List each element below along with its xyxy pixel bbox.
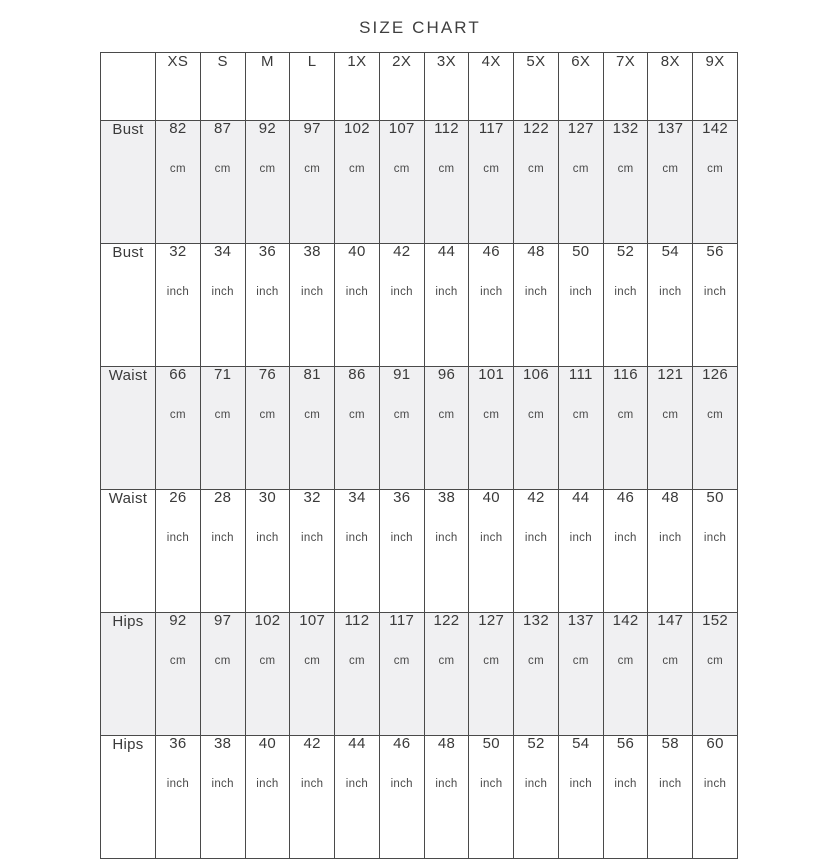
size-chart-table-wrapper bbox=[100, 52, 737, 859]
measurement-value: 116 bbox=[613, 366, 638, 383]
measurement-unit: cm bbox=[438, 162, 455, 175]
measurement-cell bbox=[335, 367, 380, 490]
measurement-value: 91 bbox=[393, 366, 411, 383]
measurement-value: 127 bbox=[478, 612, 505, 629]
measurement-unit: cm bbox=[169, 162, 186, 175]
measurement-value: 54 bbox=[572, 735, 590, 752]
measurement-cell bbox=[603, 613, 648, 736]
measurement-value: 42 bbox=[527, 489, 545, 506]
measurement-unit: cm bbox=[214, 162, 231, 175]
measurement-unit: cm bbox=[214, 654, 231, 667]
measurement-value: 117 bbox=[478, 120, 504, 137]
measurement-value: 127 bbox=[567, 120, 594, 137]
column-header-9x: 9X bbox=[693, 53, 738, 121]
measurement-value: 46 bbox=[616, 489, 635, 506]
row-label-waist-inch: Waist bbox=[101, 490, 156, 613]
measurement-unit: cm bbox=[169, 654, 186, 667]
measurement-cell bbox=[693, 736, 738, 859]
measurement-value: 60 bbox=[706, 735, 724, 752]
measurement-unit: cm bbox=[348, 162, 365, 175]
column-header-l: L bbox=[290, 53, 335, 121]
measurement-value: 52 bbox=[616, 243, 635, 260]
measurement-value: 112 bbox=[434, 120, 459, 137]
size-chart-table bbox=[100, 52, 738, 859]
measurement-unit: inch bbox=[211, 285, 234, 298]
measurement-value: 58 bbox=[661, 735, 679, 752]
measurement-cell bbox=[290, 121, 335, 244]
measurement-value: 112 bbox=[344, 612, 370, 629]
measurement-unit: inch bbox=[345, 285, 369, 298]
measurement-cell bbox=[379, 367, 424, 490]
measurement-cell bbox=[379, 244, 424, 367]
measurement-value: 56 bbox=[616, 735, 635, 752]
measurement-value: 42 bbox=[393, 243, 411, 260]
measurement-value: 71 bbox=[214, 366, 232, 383]
measurement-value: 36 bbox=[393, 489, 411, 506]
table-row bbox=[101, 121, 738, 244]
measurement-cell bbox=[693, 613, 738, 736]
measurement-value: 28 bbox=[214, 489, 232, 506]
measurement-unit: inch bbox=[480, 777, 503, 790]
measurement-value: 126 bbox=[702, 366, 729, 383]
measurement-cell bbox=[558, 244, 603, 367]
row-label-waist-cm: Waist bbox=[101, 367, 156, 490]
measurement-value: 48 bbox=[527, 243, 545, 260]
measurement-unit: inch bbox=[569, 777, 592, 790]
measurement-cell bbox=[693, 244, 738, 367]
column-header-3x: 3X bbox=[424, 53, 469, 121]
measurement-value: 34 bbox=[348, 489, 366, 506]
measurement-cell bbox=[514, 244, 559, 367]
measurement-cell bbox=[514, 367, 559, 490]
measurement-cell bbox=[290, 736, 335, 859]
measurement-unit: inch bbox=[703, 777, 727, 790]
measurement-unit: inch bbox=[659, 531, 682, 544]
measurement-value: 122 bbox=[433, 612, 460, 629]
measurement-unit: cm bbox=[259, 408, 276, 421]
row-label-bust-cm: Bust bbox=[101, 121, 156, 244]
measurement-value: 40 bbox=[482, 489, 500, 506]
measurement-unit: cm bbox=[304, 654, 321, 667]
header-row bbox=[101, 53, 738, 121]
measurement-unit: cm bbox=[214, 408, 231, 421]
measurement-value: 137 bbox=[657, 120, 684, 137]
measurement-cell bbox=[335, 490, 380, 613]
measurement-unit: inch bbox=[435, 777, 458, 790]
measurement-unit: cm bbox=[393, 654, 410, 667]
measurement-cell bbox=[379, 613, 424, 736]
column-header-8x: 8X bbox=[648, 53, 693, 121]
measurement-cell bbox=[603, 121, 648, 244]
measurement-unit: cm bbox=[662, 654, 679, 667]
measurement-cell bbox=[156, 367, 201, 490]
measurement-value: 66 bbox=[169, 366, 187, 383]
table-row bbox=[101, 244, 738, 367]
measurement-cell bbox=[200, 613, 245, 736]
measurement-unit: inch bbox=[301, 285, 324, 298]
column-header-s: S bbox=[200, 53, 245, 121]
measurement-unit: inch bbox=[301, 777, 324, 790]
measurement-unit: cm bbox=[393, 162, 410, 175]
measurement-value: 52 bbox=[527, 735, 545, 752]
measurement-cell bbox=[290, 490, 335, 613]
measurement-cell bbox=[469, 367, 514, 490]
measurement-value: 142 bbox=[612, 612, 639, 629]
measurement-value: 48 bbox=[437, 735, 456, 752]
measurement-cell bbox=[469, 121, 514, 244]
measurement-unit: cm bbox=[528, 654, 544, 667]
measurement-unit: inch bbox=[211, 531, 234, 544]
table-row bbox=[101, 613, 738, 736]
measurement-unit: inch bbox=[345, 531, 369, 544]
measurement-cell bbox=[424, 613, 469, 736]
measurement-value: 46 bbox=[482, 243, 500, 260]
measurement-unit: inch bbox=[480, 531, 503, 544]
measurement-value: 44 bbox=[348, 735, 366, 752]
measurement-cell bbox=[290, 367, 335, 490]
measurement-unit: inch bbox=[390, 285, 413, 298]
measurement-cell bbox=[558, 121, 603, 244]
measurement-cell bbox=[290, 613, 335, 736]
measurement-value: 137 bbox=[567, 612, 594, 629]
measurement-cell bbox=[469, 244, 514, 367]
measurement-unit: inch bbox=[614, 285, 637, 298]
measurement-unit: cm bbox=[483, 654, 500, 667]
column-header-1x: 1X bbox=[335, 53, 380, 121]
measurement-unit: cm bbox=[707, 162, 724, 175]
measurement-unit: inch bbox=[390, 777, 413, 790]
measurement-value: 107 bbox=[299, 612, 326, 629]
measurement-unit: inch bbox=[390, 531, 413, 544]
table-header bbox=[101, 53, 738, 121]
measurement-unit: inch bbox=[166, 531, 190, 544]
measurement-unit: inch bbox=[524, 777, 548, 790]
measurement-value: 101 bbox=[478, 366, 505, 383]
row-label-hips-cm: Hips bbox=[101, 613, 156, 736]
measurement-cell bbox=[335, 736, 380, 859]
measurement-unit: cm bbox=[572, 408, 589, 421]
header-corner-cell bbox=[101, 53, 156, 121]
measurement-cell bbox=[245, 736, 290, 859]
measurement-unit: inch bbox=[256, 777, 279, 790]
measurement-value: 38 bbox=[437, 489, 456, 506]
measurement-cell bbox=[379, 121, 424, 244]
measurement-value: 97 bbox=[214, 612, 232, 629]
measurement-cell bbox=[245, 490, 290, 613]
measurement-unit: cm bbox=[438, 654, 455, 667]
measurement-unit: inch bbox=[166, 285, 190, 298]
measurement-value: 36 bbox=[169, 735, 187, 752]
measurement-unit: inch bbox=[301, 531, 324, 544]
measurement-value: 50 bbox=[706, 489, 724, 506]
measurement-value: 147 bbox=[657, 612, 684, 629]
measurement-cell bbox=[603, 367, 648, 490]
measurement-cell bbox=[558, 613, 603, 736]
measurement-unit: cm bbox=[662, 162, 679, 175]
measurement-unit: cm bbox=[483, 408, 500, 421]
measurement-cell bbox=[200, 244, 245, 367]
measurement-cell bbox=[603, 490, 648, 613]
measurement-unit: inch bbox=[659, 777, 682, 790]
measurement-cell bbox=[469, 736, 514, 859]
measurement-value: 96 bbox=[437, 366, 456, 383]
table-row bbox=[101, 736, 738, 859]
measurement-value: 50 bbox=[572, 243, 590, 260]
measurement-cell bbox=[648, 490, 693, 613]
measurement-value: 54 bbox=[661, 243, 679, 260]
measurement-value: 107 bbox=[388, 120, 415, 137]
measurement-cell bbox=[200, 367, 245, 490]
measurement-value: 117 bbox=[389, 612, 415, 629]
measurement-cell bbox=[424, 736, 469, 859]
measurement-cell bbox=[245, 244, 290, 367]
measurement-unit: inch bbox=[703, 285, 727, 298]
measurement-cell bbox=[156, 613, 201, 736]
measurement-value: 50 bbox=[482, 735, 500, 752]
measurement-value: 152 bbox=[702, 612, 729, 629]
row-label-hips-inch: Hips bbox=[101, 736, 156, 859]
measurement-value: 40 bbox=[258, 735, 277, 752]
measurement-unit: inch bbox=[524, 531, 548, 544]
measurement-value: 76 bbox=[258, 366, 277, 383]
measurement-value: 121 bbox=[657, 366, 684, 383]
measurement-cell bbox=[335, 613, 380, 736]
measurement-cell bbox=[648, 244, 693, 367]
column-header-4x: 4X bbox=[469, 53, 514, 121]
measurement-value: 111 bbox=[568, 366, 593, 383]
measurement-value: 34 bbox=[214, 243, 232, 260]
column-header-2x: 2X bbox=[379, 53, 424, 121]
measurement-unit: cm bbox=[348, 654, 365, 667]
measurement-cell bbox=[156, 490, 201, 613]
measurement-cell bbox=[514, 613, 559, 736]
measurement-cell bbox=[424, 244, 469, 367]
measurement-unit: inch bbox=[480, 285, 503, 298]
column-header-m: M bbox=[245, 53, 290, 121]
measurement-unit: inch bbox=[614, 777, 637, 790]
measurement-unit: inch bbox=[345, 777, 369, 790]
measurement-unit: cm bbox=[707, 654, 724, 667]
measurement-value: 86 bbox=[348, 366, 366, 383]
measurement-unit: cm bbox=[528, 408, 544, 421]
measurement-unit: inch bbox=[659, 285, 682, 298]
measurement-value: 32 bbox=[169, 243, 187, 260]
measurement-cell bbox=[335, 244, 380, 367]
measurement-unit: cm bbox=[572, 654, 589, 667]
measurement-unit: cm bbox=[393, 408, 410, 421]
table-row bbox=[101, 367, 738, 490]
measurement-unit: inch bbox=[703, 531, 727, 544]
measurement-cell bbox=[514, 121, 559, 244]
measurement-cell bbox=[648, 736, 693, 859]
measurement-cell bbox=[156, 736, 201, 859]
measurement-cell bbox=[558, 490, 603, 613]
measurement-cell bbox=[424, 121, 469, 244]
measurement-unit: cm bbox=[348, 408, 365, 421]
measurement-cell bbox=[558, 736, 603, 859]
row-label-bust-inch: Bust bbox=[101, 244, 156, 367]
measurement-value: 30 bbox=[258, 489, 277, 506]
measurement-unit: inch bbox=[524, 285, 548, 298]
measurement-cell bbox=[469, 613, 514, 736]
measurement-unit: cm bbox=[528, 162, 544, 175]
column-header-5x: 5X bbox=[514, 53, 559, 121]
measurement-cell bbox=[469, 490, 514, 613]
measurement-unit: inch bbox=[256, 285, 279, 298]
measurement-value: 26 bbox=[169, 489, 187, 506]
measurement-value: 132 bbox=[612, 120, 639, 137]
measurement-value: 38 bbox=[303, 243, 321, 260]
measurement-cell bbox=[290, 244, 335, 367]
measurement-value: 92 bbox=[169, 612, 187, 629]
measurement-value: 38 bbox=[214, 735, 232, 752]
measurement-value: 40 bbox=[348, 243, 366, 260]
measurement-unit: cm bbox=[617, 408, 634, 421]
measurement-cell bbox=[648, 367, 693, 490]
measurement-cell bbox=[424, 367, 469, 490]
measurement-cell bbox=[335, 121, 380, 244]
measurement-unit: inch bbox=[569, 285, 592, 298]
measurement-cell bbox=[693, 367, 738, 490]
measurement-unit: cm bbox=[259, 162, 276, 175]
measurement-cell bbox=[648, 613, 693, 736]
measurement-unit: inch bbox=[569, 531, 592, 544]
measurement-unit: cm bbox=[707, 408, 724, 421]
table-body bbox=[101, 121, 738, 859]
measurement-cell bbox=[558, 367, 603, 490]
column-header-6x: 6X bbox=[558, 53, 603, 121]
measurement-value: 44 bbox=[437, 243, 456, 260]
measurement-cell bbox=[514, 736, 559, 859]
measurement-unit: cm bbox=[304, 162, 321, 175]
measurement-cell bbox=[200, 490, 245, 613]
measurement-value: 56 bbox=[706, 243, 724, 260]
measurement-unit: cm bbox=[662, 408, 679, 421]
measurement-value: 42 bbox=[303, 735, 321, 752]
measurement-cell bbox=[200, 121, 245, 244]
measurement-unit: inch bbox=[166, 777, 190, 790]
measurement-value: 102 bbox=[254, 612, 281, 629]
measurement-cell bbox=[424, 490, 469, 613]
measurement-value: 48 bbox=[661, 489, 679, 506]
measurement-cell bbox=[648, 121, 693, 244]
measurement-value: 97 bbox=[303, 120, 321, 137]
measurement-cell bbox=[245, 121, 290, 244]
measurement-value: 132 bbox=[523, 612, 549, 629]
measurement-unit: cm bbox=[259, 654, 276, 667]
measurement-cell bbox=[379, 490, 424, 613]
column-header-xs: XS bbox=[156, 53, 201, 121]
column-header-7x: 7X bbox=[603, 53, 648, 121]
measurement-cell bbox=[693, 490, 738, 613]
measurement-value: 81 bbox=[303, 366, 321, 383]
measurement-value: 44 bbox=[572, 489, 590, 506]
measurement-unit: cm bbox=[572, 162, 589, 175]
measurement-cell bbox=[200, 736, 245, 859]
measurement-value: 142 bbox=[702, 120, 729, 137]
measurement-value: 92 bbox=[258, 120, 277, 137]
measurement-unit: cm bbox=[617, 654, 634, 667]
measurement-value: 87 bbox=[214, 120, 232, 137]
measurement-unit: cm bbox=[438, 408, 455, 421]
measurement-unit: cm bbox=[483, 162, 500, 175]
measurement-cell bbox=[156, 244, 201, 367]
measurement-cell bbox=[603, 244, 648, 367]
measurement-unit: inch bbox=[256, 531, 279, 544]
measurement-value: 106 bbox=[523, 366, 549, 383]
measurement-value: 36 bbox=[258, 243, 277, 260]
measurement-unit: inch bbox=[614, 531, 637, 544]
measurement-unit: cm bbox=[169, 408, 186, 421]
measurement-cell bbox=[245, 367, 290, 490]
measurement-cell bbox=[514, 490, 559, 613]
measurement-cell bbox=[603, 736, 648, 859]
table-row bbox=[101, 490, 738, 613]
measurement-unit: cm bbox=[617, 162, 634, 175]
measurement-value: 82 bbox=[169, 120, 187, 137]
measurement-value: 46 bbox=[393, 735, 411, 752]
measurement-cell bbox=[693, 121, 738, 244]
page-title: SIZE CHART bbox=[359, 18, 481, 37]
measurement-value: 102 bbox=[343, 120, 370, 137]
measurement-cell bbox=[156, 121, 201, 244]
measurement-value: 122 bbox=[523, 120, 549, 137]
measurement-unit: cm bbox=[304, 408, 321, 421]
measurement-cell bbox=[245, 613, 290, 736]
measurement-value: 32 bbox=[303, 489, 321, 506]
measurement-cell bbox=[379, 736, 424, 859]
measurement-unit: inch bbox=[435, 285, 458, 298]
measurement-unit: inch bbox=[435, 531, 458, 544]
measurement-unit: inch bbox=[211, 777, 234, 790]
